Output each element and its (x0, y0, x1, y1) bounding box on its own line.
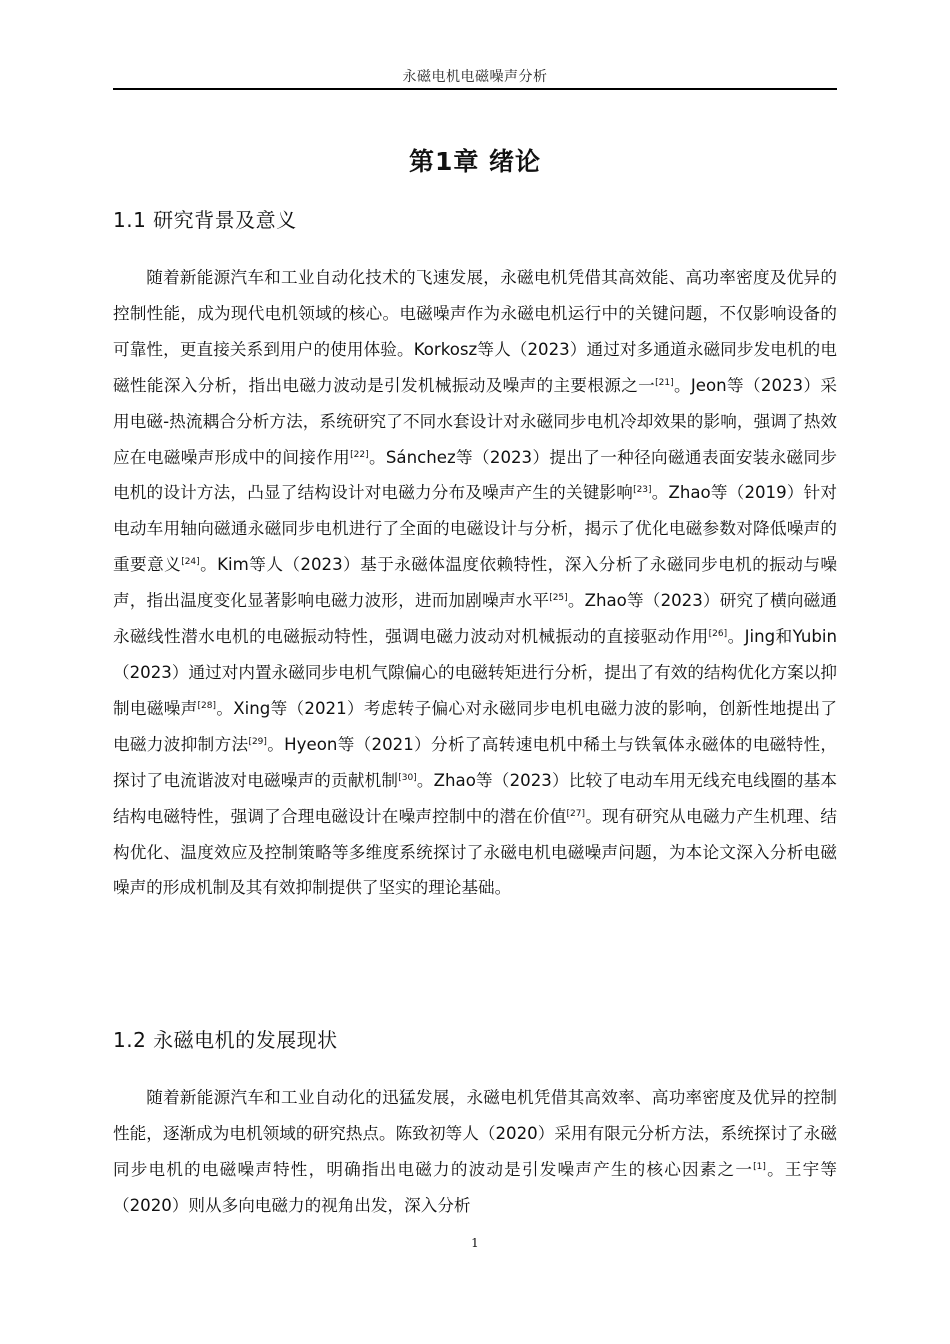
citation: [28] (197, 700, 217, 711)
paragraph-background (113, 260, 837, 906)
citation: [27] (566, 808, 586, 819)
text-run: 。Jeon等（2023）采用电磁-热流耦合分析方法，系统研究了不同水套设计对永磁同步电机冷却效果的影响，强调了热效应在电磁噪声形成中的间接作用 (113, 375, 837, 467)
text-run: 随着新能源汽车和工业自动化技术的飞速发展，永磁电机凭借其高效能、高功率密度及优异的控制性能，成为现代电机领域的核心。电磁噪声作为永磁电机运行中的关键问题，不仅影响设备的可靠性，更直接关系到用户的使用体验。Korkosz等人（2023）通过对多通道永磁同步发电机的电磁性能深入分析，指出电磁力波动是引发机械振动及噪声的主要根源之一 (113, 268, 837, 395)
text-run: 。Sánchez等（2023）提出了一种径向磁通表面安装永磁同步电机的设计方法，凸显了结构设计对电磁力分布及噪声产生的关键影响 (113, 447, 837, 503)
text-run: 。Jing和Yubin（2023）通过对内置永磁同步电机气隙偏心的电磁转矩进行分析，提出了有效的结构优化方案以抑制电磁噪声 (113, 627, 838, 718)
section-heading-1-2: 1.2 永磁电机的发展现状 (113, 1028, 338, 1052)
text-run: 。现有研究从电磁力产生机理、结构优化、温度效应及控制策略等多维度系统探讨了永磁电机电磁噪声问题，为本论文深入分析电磁噪声的形成机制及其有效抑制提供了坚实的理论基础。 (113, 806, 838, 898)
citation: [30] (398, 772, 417, 783)
section-heading-1-1: 1.1 研究背景及意义 (113, 208, 297, 232)
citation: [24] (181, 557, 200, 568)
citation: [22] (350, 449, 369, 460)
paragraph-development (113, 1080, 837, 1224)
citation: [21] (655, 377, 674, 388)
text-run: 。Zhao等（2023）研究了横向磁通永磁线性潜水电机的电磁振动特性，强调电磁力波动对机械振动的直接驱动作用 (113, 591, 838, 647)
chapter-title: 第1章 绪论 (408, 147, 542, 176)
citation: [1] (753, 1161, 766, 1172)
citation: [23] (633, 485, 652, 496)
running-header: 永磁电机电磁噪声分析 (402, 69, 548, 85)
text-run: 。Xing等（2021）考虑转子偏心对永磁同步电机电磁力波的影响，创新性地提出了电磁力波抑制方法 (113, 698, 837, 754)
text-run: 。Hyeon等（2021）分析了高转速电机中稀土与铁氧体永磁体的电磁特性，探讨了电流谐波对电磁噪声的贡献机制 (113, 734, 838, 790)
citation: [29] (248, 736, 267, 747)
text-run: 。Zhao等（2023）比较了电动车用无线充电线圈的基本结构电磁特性，强调了合理电磁设计在噪声控制中的潜在价值 (113, 770, 838, 826)
header-rule (113, 88, 837, 90)
text-run: 。王宇等（2020）则从多向电磁力的视角出发，深入分析 (113, 1159, 837, 1215)
citation: [26] (708, 629, 728, 640)
text-run: 。Zhao等（2019）针对电动车用轴向磁通永磁同步电机进行了全面的电磁设计与分析，揭示了优化电磁参数对降低噪声的重要意义 (113, 483, 838, 575)
text-run: 随着新能源汽车和工业自动化的迅猛发展，永磁电机凭借其高效率、高功率密度及优异的控制性能，逐渐成为电机领域的研究热点。陈致初等人（2020）采用有限元分析方法，系统探讨了永磁同步电机的电磁噪声特性，明确指出电磁力的波动是引发噪声产生的核心因素之一 (113, 1088, 837, 1179)
text-run: 。Kim等人（2023）基于永磁体温度依赖特性，深入分析了永磁同步电机的振动与噪声，指出温度变化显著影响电磁力波形，进而加剧噪声水平 (113, 555, 837, 611)
page-number: 1 (471, 1236, 479, 1250)
citation: [25] (549, 593, 568, 604)
